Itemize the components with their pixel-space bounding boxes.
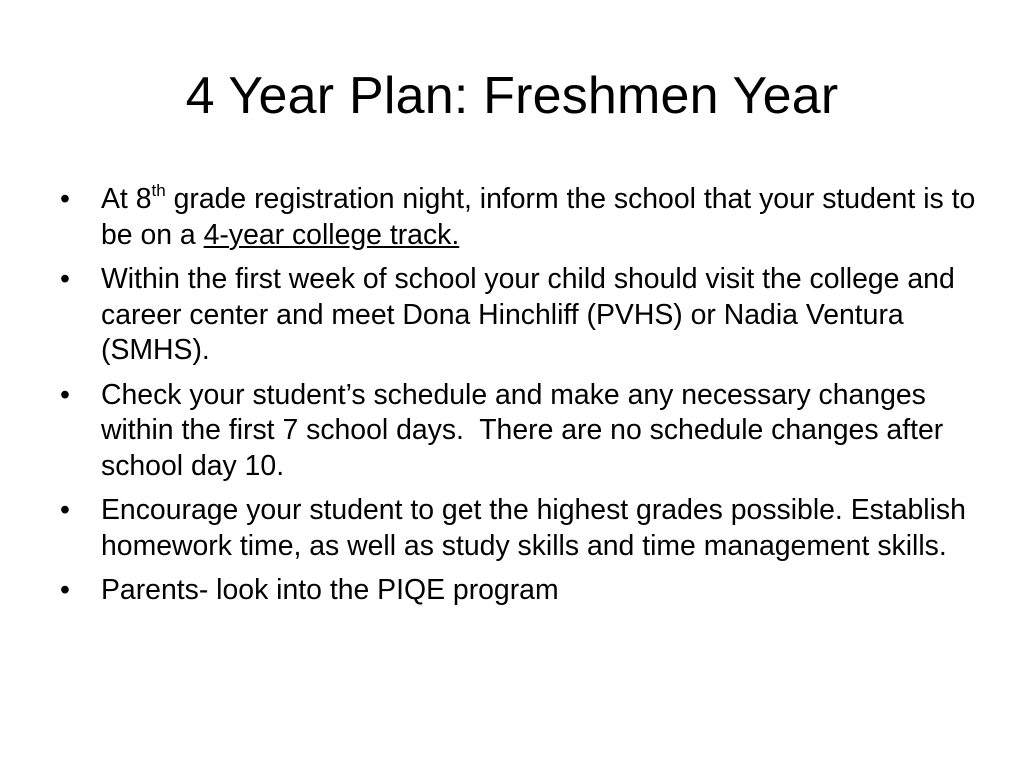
bullet-dot-icon: • <box>60 494 70 526</box>
bullet-text-part: At 8 <box>101 183 152 215</box>
bullet-text-part: grade registration night, inform the school that your student is to be on a <box>101 183 976 251</box>
bullet-dot-icon: • <box>60 574 70 606</box>
bullet-text: Encourage your student to get the highest grades possible. Establish homework time, as well as study skills and time management skills. <box>101 494 966 562</box>
bullet-item-2 <box>60 262 980 369</box>
bullet-dot-icon: • <box>60 378 70 411</box>
bullet-item-5 <box>60 573 980 609</box>
bullet-item-4 <box>60 493 980 564</box>
bullet-text: Check your student’s schedule and make any necessary changes within the first 7 school days. There are no schedule changes after school day 10. <box>101 378 952 482</box>
bullet-dot-icon: • <box>60 183 70 215</box>
superscript-text: th <box>151 180 166 200</box>
underlined-phrase: 4-year college track. <box>203 218 460 251</box>
bullet-list <box>60 182 980 618</box>
bullet-item-3 <box>60 378 980 485</box>
bullet-dot-icon: • <box>60 263 70 295</box>
slide-title: 4 Year Plan: Freshmen Year <box>185 67 839 125</box>
bullet-text: Parents- look into the PIQE program <box>101 574 559 606</box>
bullet-text: Within the first week of school your child should visit the college and career center and meet Dona Hinchliff (PVHS) or Nadia Ventura (SMHS). <box>101 263 955 366</box>
bullet-item-1 <box>60 182 980 253</box>
